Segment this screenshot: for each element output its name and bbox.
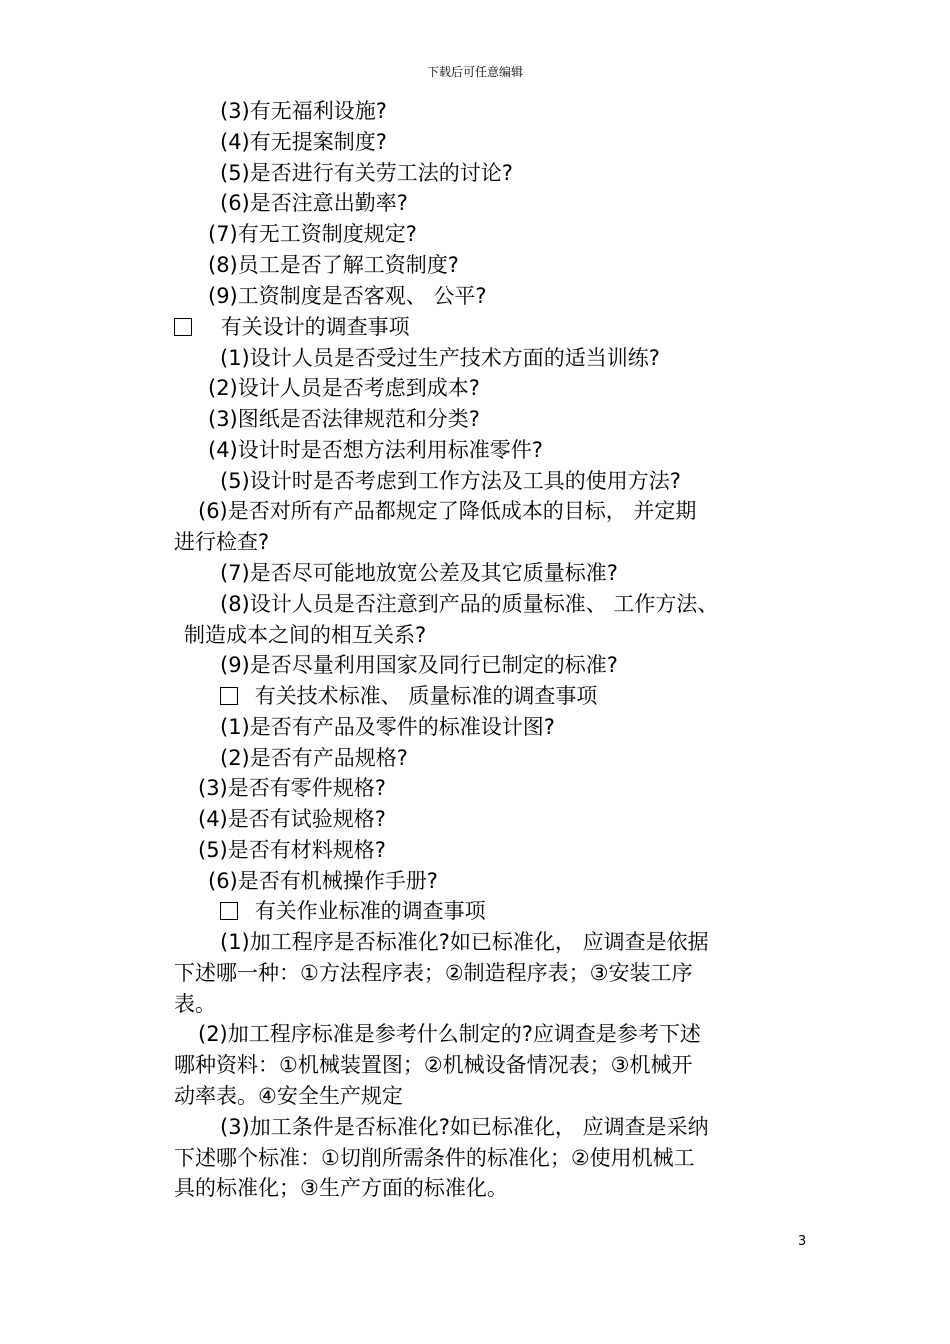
text-line: (3)加工条件是否标准化?如已标准化， 应调查是采纳 (220, 1115, 709, 1139)
text-line: (5)是否进行有关劳工法的讨论? (220, 161, 513, 185)
section-heading-text: 有关作业标准的调查事项 (254, 899, 486, 923)
text-line: (2)是否有产品规格? (220, 746, 408, 770)
text-line: (1)设计人员是否受过生产技术方面的适当训练? (220, 346, 660, 370)
checkbox-square-icon (174, 318, 192, 336)
text-line: (4)有无提案制度? (220, 130, 387, 154)
text-line: (9)工资制度是否客观、 公平? (208, 284, 487, 308)
section-heading-text: 有关技术标准、 质量标准的调查事项 (254, 684, 598, 708)
text-line: 下述哪一种：①方法程序表；②制造程序表；③安装工序 (174, 961, 693, 985)
section-heading-design (174, 314, 410, 340)
text-line: (4)设计时是否想方法利用标准零件? (208, 438, 543, 462)
text-line: (9)是否尽量利用国家及同行已制定的标准? (220, 653, 618, 677)
text-line: (8)员工是否了解工资制度? (208, 253, 459, 277)
checkbox-square-icon (220, 902, 238, 920)
section-heading-standards (220, 683, 597, 709)
text-line: (5)是否有材料规格? (198, 838, 386, 862)
text-line: (6)是否注意出勤率? (220, 191, 408, 215)
section-heading-text: 有关设计的调查事项 (220, 315, 410, 339)
text-line: 表。 (174, 992, 216, 1016)
text-line: (7)有无工资制度规定? (208, 222, 417, 246)
text-line: (6)是否有机械操作手册? (208, 869, 438, 893)
text-line: (1)加工程序是否标准化?如已标准化， 应调查是依据 (220, 930, 709, 954)
text-line: 具的标准化；③生产方面的标准化。 (174, 1176, 508, 1200)
text-line: 进行检查? (174, 530, 270, 554)
page-number: 3 (798, 1234, 807, 1249)
text-line: 下述哪个标准：①切削所需条件的标准化；②使用机械工 (174, 1146, 695, 1170)
text-line: (7)是否尽可能地放宽公差及其它质量标准? (220, 561, 618, 585)
section-heading-work-standards (220, 898, 486, 924)
text-line: 动率表。④安全生产规定 (174, 1084, 403, 1108)
text-line: (6)是否对所有产品都规定了降低成本的目标， 并定期 (198, 499, 697, 523)
text-line: (1)是否有产品及零件的标准设计图? (220, 715, 555, 739)
text-line: (3)有无福利设施? (220, 99, 387, 123)
text-line: (3)是否有零件规格? (198, 776, 386, 800)
text-line: (8)设计人员是否注意到产品的质量标准、 工作方法、 (220, 592, 719, 616)
text-line: (5)设计时是否考虑到工作方法及工具的使用方法? (220, 469, 681, 493)
checkbox-square-icon (220, 687, 238, 705)
text-line: 哪种资料：①机械装置图；②机械设备情况表；③机械开 (174, 1053, 693, 1077)
page-header: 下载后可任意编辑 (426, 65, 523, 79)
text-line: (4)是否有试验规格? (198, 807, 386, 831)
text-line: (3)图纸是否法律规范和分类? (208, 407, 480, 431)
text-line: (2)加工程序标准是参考什么制定的?应调查是参考下述 (198, 1022, 701, 1046)
text-line: (2)设计人员是否考虑到成本? (208, 376, 480, 400)
text-line: 制造成本之间的相互关系? (184, 623, 427, 647)
